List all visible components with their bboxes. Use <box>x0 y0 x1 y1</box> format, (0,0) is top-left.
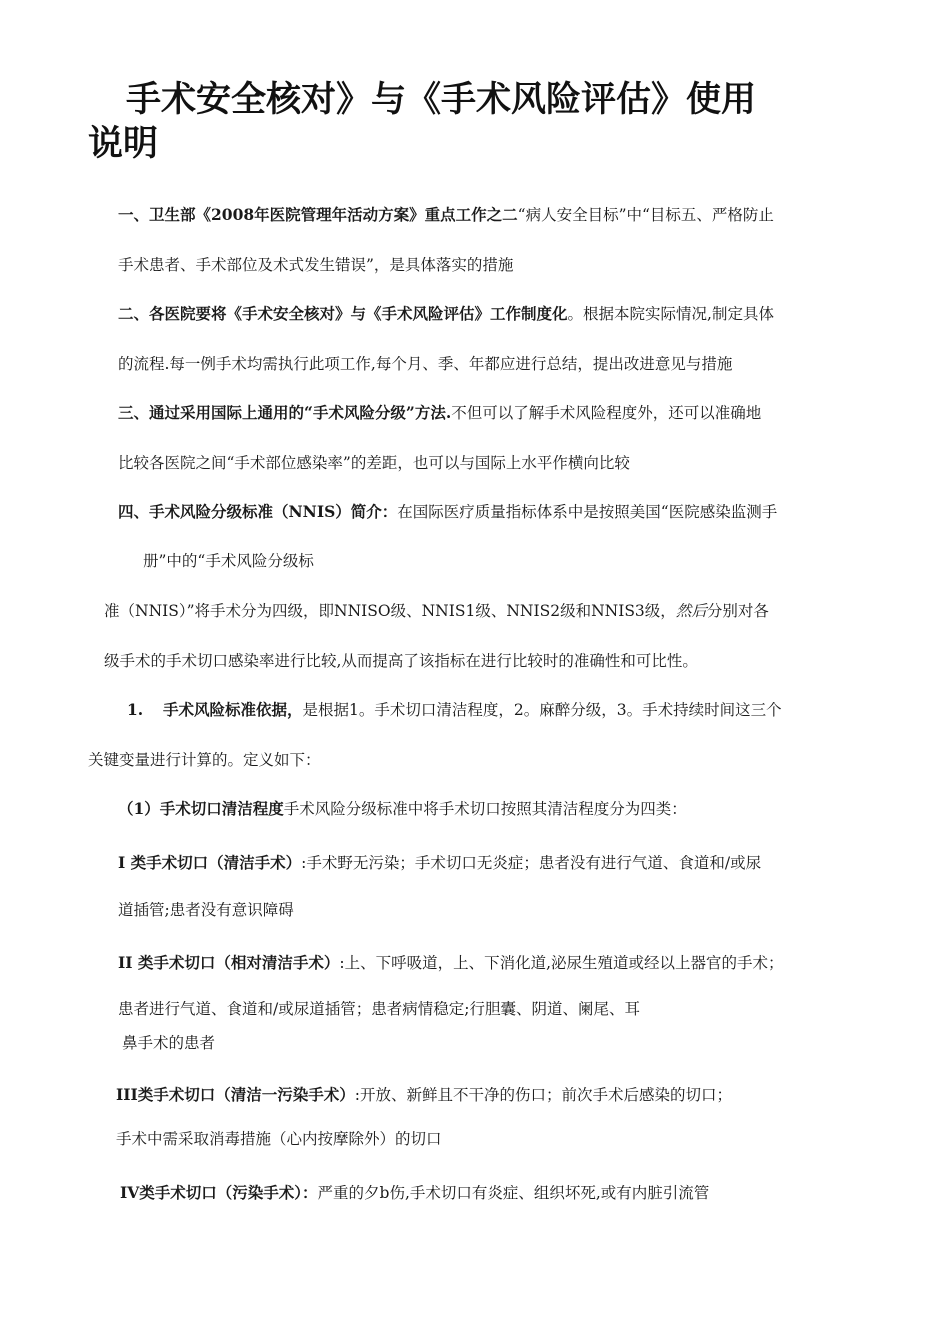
document-title <box>88 78 868 166</box>
paragraph-4-cont2-italic: 然后 <box>675 602 707 620</box>
paragraph-4 <box>118 501 777 523</box>
incision-class-1-text: :手术野无污染；手术切口无炎症；患者没有进行气道、食道和/或尿 <box>301 854 762 872</box>
incision-class-3-text: :开放、新鲜且不干净的伤口；前次手术后感染的切口； <box>354 1086 732 1104</box>
paragraph-4-heading: 四、手术风险分级标准（NNIS）简介： <box>118 502 398 521</box>
list-item-1-heading: 手术风险标准依据， <box>163 700 303 719</box>
paragraph-3-text: 不但可以了解手术风险程度外，还可以准确地 <box>451 404 762 422</box>
title-line-2: 说明 <box>88 124 159 164</box>
incision-class-2-continuation-2: 鼻手术的患者 <box>122 1034 216 1052</box>
paragraph-1-continuation: 手术患者、手术部位及术式发生错误”，是具体落实的措施 <box>118 256 514 274</box>
paragraph-4-text: 在国际医疗质量指标体系中是按照美国“医院感染监测手 <box>397 503 778 521</box>
paragraph-4-continuation-2 <box>104 600 769 622</box>
paragraph-1-text: “病人安全目标”中“目标五、严格防止 <box>517 206 774 224</box>
incision-class-1-continuation: 道插管;患者没有意识障碍 <box>118 901 294 919</box>
paragraph-4-cont2-b: 分别对各 <box>706 602 769 620</box>
incision-class-2-continuation-1: 患者进行气道、食道和/或尿道插管；患者病情稳定;行胆囊、阴道、阑尾、耳 <box>118 1000 640 1018</box>
incision-class-4-text: 严重的夕b伤,手术切口有炎症、组织坏死,或有内脏引流管 <box>317 1184 710 1202</box>
paragraph-2-continuation: 的流程.每一例手术均需执行此项工作,每个月、季、年都应进行总结，提出改进意见与措施 <box>118 355 733 373</box>
paragraph-3-continuation: 比较各医院之间“手术部位感染率”的差距，也可以与国际上水平作横向比较 <box>118 454 630 472</box>
paragraph-1-heading: 一、卫生部《2008年医院管理年活动方案》重点工作之二 <box>118 205 518 224</box>
paragraph-2-heading: 二、各医院要将《手术安全核对》与《手术风险评估》工作制度化 <box>118 304 568 323</box>
list-item-1-continuation: 关键变量进行计算的。定义如下： <box>88 751 321 769</box>
incision-class-4 <box>120 1182 709 1204</box>
incision-class-3-heading: III类手术切口（清洁一污染手术） <box>116 1085 355 1104</box>
incision-class-2-heading: II 类手术切口（相对清洁手术） <box>118 953 340 972</box>
incision-class-1 <box>118 852 761 874</box>
paragraph-2-text: 。根据本院实际情况,制定具体 <box>567 305 774 323</box>
list-item-1-text: 是根据1。手术切口清洁程度，2。麻醉分级，3。手术持续时间这三个 <box>302 701 782 719</box>
paragraph-4-continuation-3: 级手术的手术切口感染率进行比较,从而提高了该指标在进行比较时的准确性和可比性。 <box>104 652 698 670</box>
paragraph-2 <box>118 303 774 325</box>
subsection-1-text: 手术风险分级标准中将手术切口按照其清洁程度分为四类： <box>283 800 687 818</box>
list-item-1 <box>127 699 782 721</box>
incision-class-1-heading: I 类手术切口（清洁手术） <box>118 853 302 872</box>
incision-class-3 <box>116 1084 732 1106</box>
subsection-1-heading: （1）手术切口清洁程度 <box>118 799 284 818</box>
incision-class-4-heading: IV类手术切口（污染手术）： <box>120 1183 318 1202</box>
paragraph-3 <box>118 402 761 424</box>
paragraph-4-continuation-1: 册”中的“手术风险分级标 <box>143 552 314 570</box>
incision-class-2 <box>118 952 784 974</box>
paragraph-4-cont2-a: 准（NNIS）”将手术分为四级，即NNISO级、NNIS1级、NNIS2级和NNIS3级， <box>104 602 676 620</box>
paragraph-1 <box>118 204 774 226</box>
subsection-1 <box>118 798 687 820</box>
paragraph-3-heading: 三、通过采用国际上通用的“手术风险分级”方法. <box>118 403 452 422</box>
list-item-1-number: 1. <box>127 700 144 719</box>
incision-class-3-continuation: 手术中需采取消毒措施（心内按摩除外）的切口 <box>116 1130 442 1148</box>
title-line-1: 手术安全核对》与《手术风险评估》使用 <box>126 80 757 120</box>
incision-class-2-text: :上、下呼吸道，上、下消化道,泌尿生殖道或经以上器官的手术； <box>339 954 784 972</box>
